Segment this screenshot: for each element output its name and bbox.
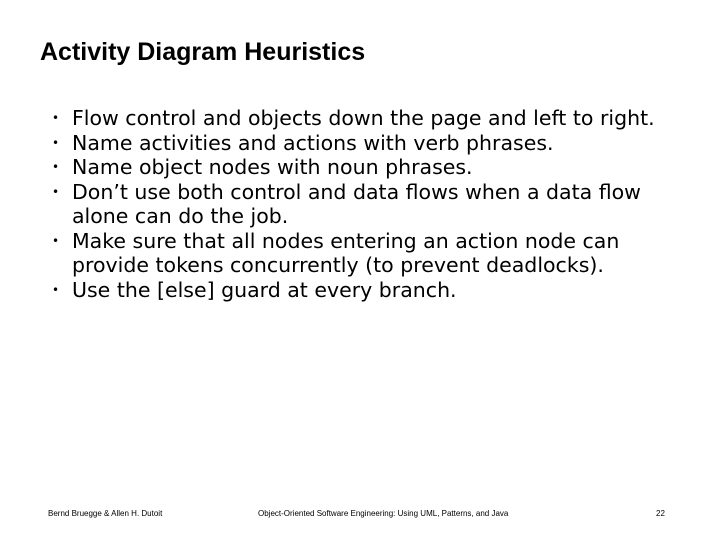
bullet-item-name-object-nodes: [52, 155, 692, 180]
bullet-item-else-guard: [52, 278, 692, 303]
bullet-item-control-and-data-flows: [52, 180, 692, 229]
slide-title: Activity Diagram Heuristics: [40, 38, 366, 66]
bullet-icon: •: [52, 111, 60, 125]
footer-authors: Bernd Bruegge & Allen H. Dutoit: [48, 509, 163, 518]
bullet-item-flow-control: [52, 106, 692, 131]
bullet-list: [52, 106, 692, 302]
bullet-item-concurrent-tokens: [52, 229, 692, 278]
bullet-icon: •: [52, 160, 60, 174]
bullet-text: Use the [else] guard at every branch.: [72, 277, 457, 302]
bullet-text: Flow control and objects down the page and left to right.: [72, 106, 655, 130]
bullet-text: Name activities and actions with verb phrases.: [72, 130, 554, 155]
footer-book-title: Object-Oriented Software Engineering: Using UML, Patterns, and Java: [258, 509, 509, 518]
bullet-icon: •: [52, 135, 60, 150]
footer-page-number: 22: [656, 509, 665, 518]
bullet-icon: •: [52, 233, 60, 248]
bullet-item-name-activities: [52, 131, 692, 156]
bullet-text: Name object nodes with noun phrases.: [72, 155, 473, 179]
bullet-icon: •: [52, 282, 60, 297]
bullet-text: Don’t use both control and data flows when a data flow alone can do the job.: [72, 179, 641, 228]
bullet-text: Make sure that all nodes entering an action node can provide tokens concurrently (to prevent deadlocks).: [72, 228, 620, 277]
bullet-icon: •: [52, 184, 60, 199]
